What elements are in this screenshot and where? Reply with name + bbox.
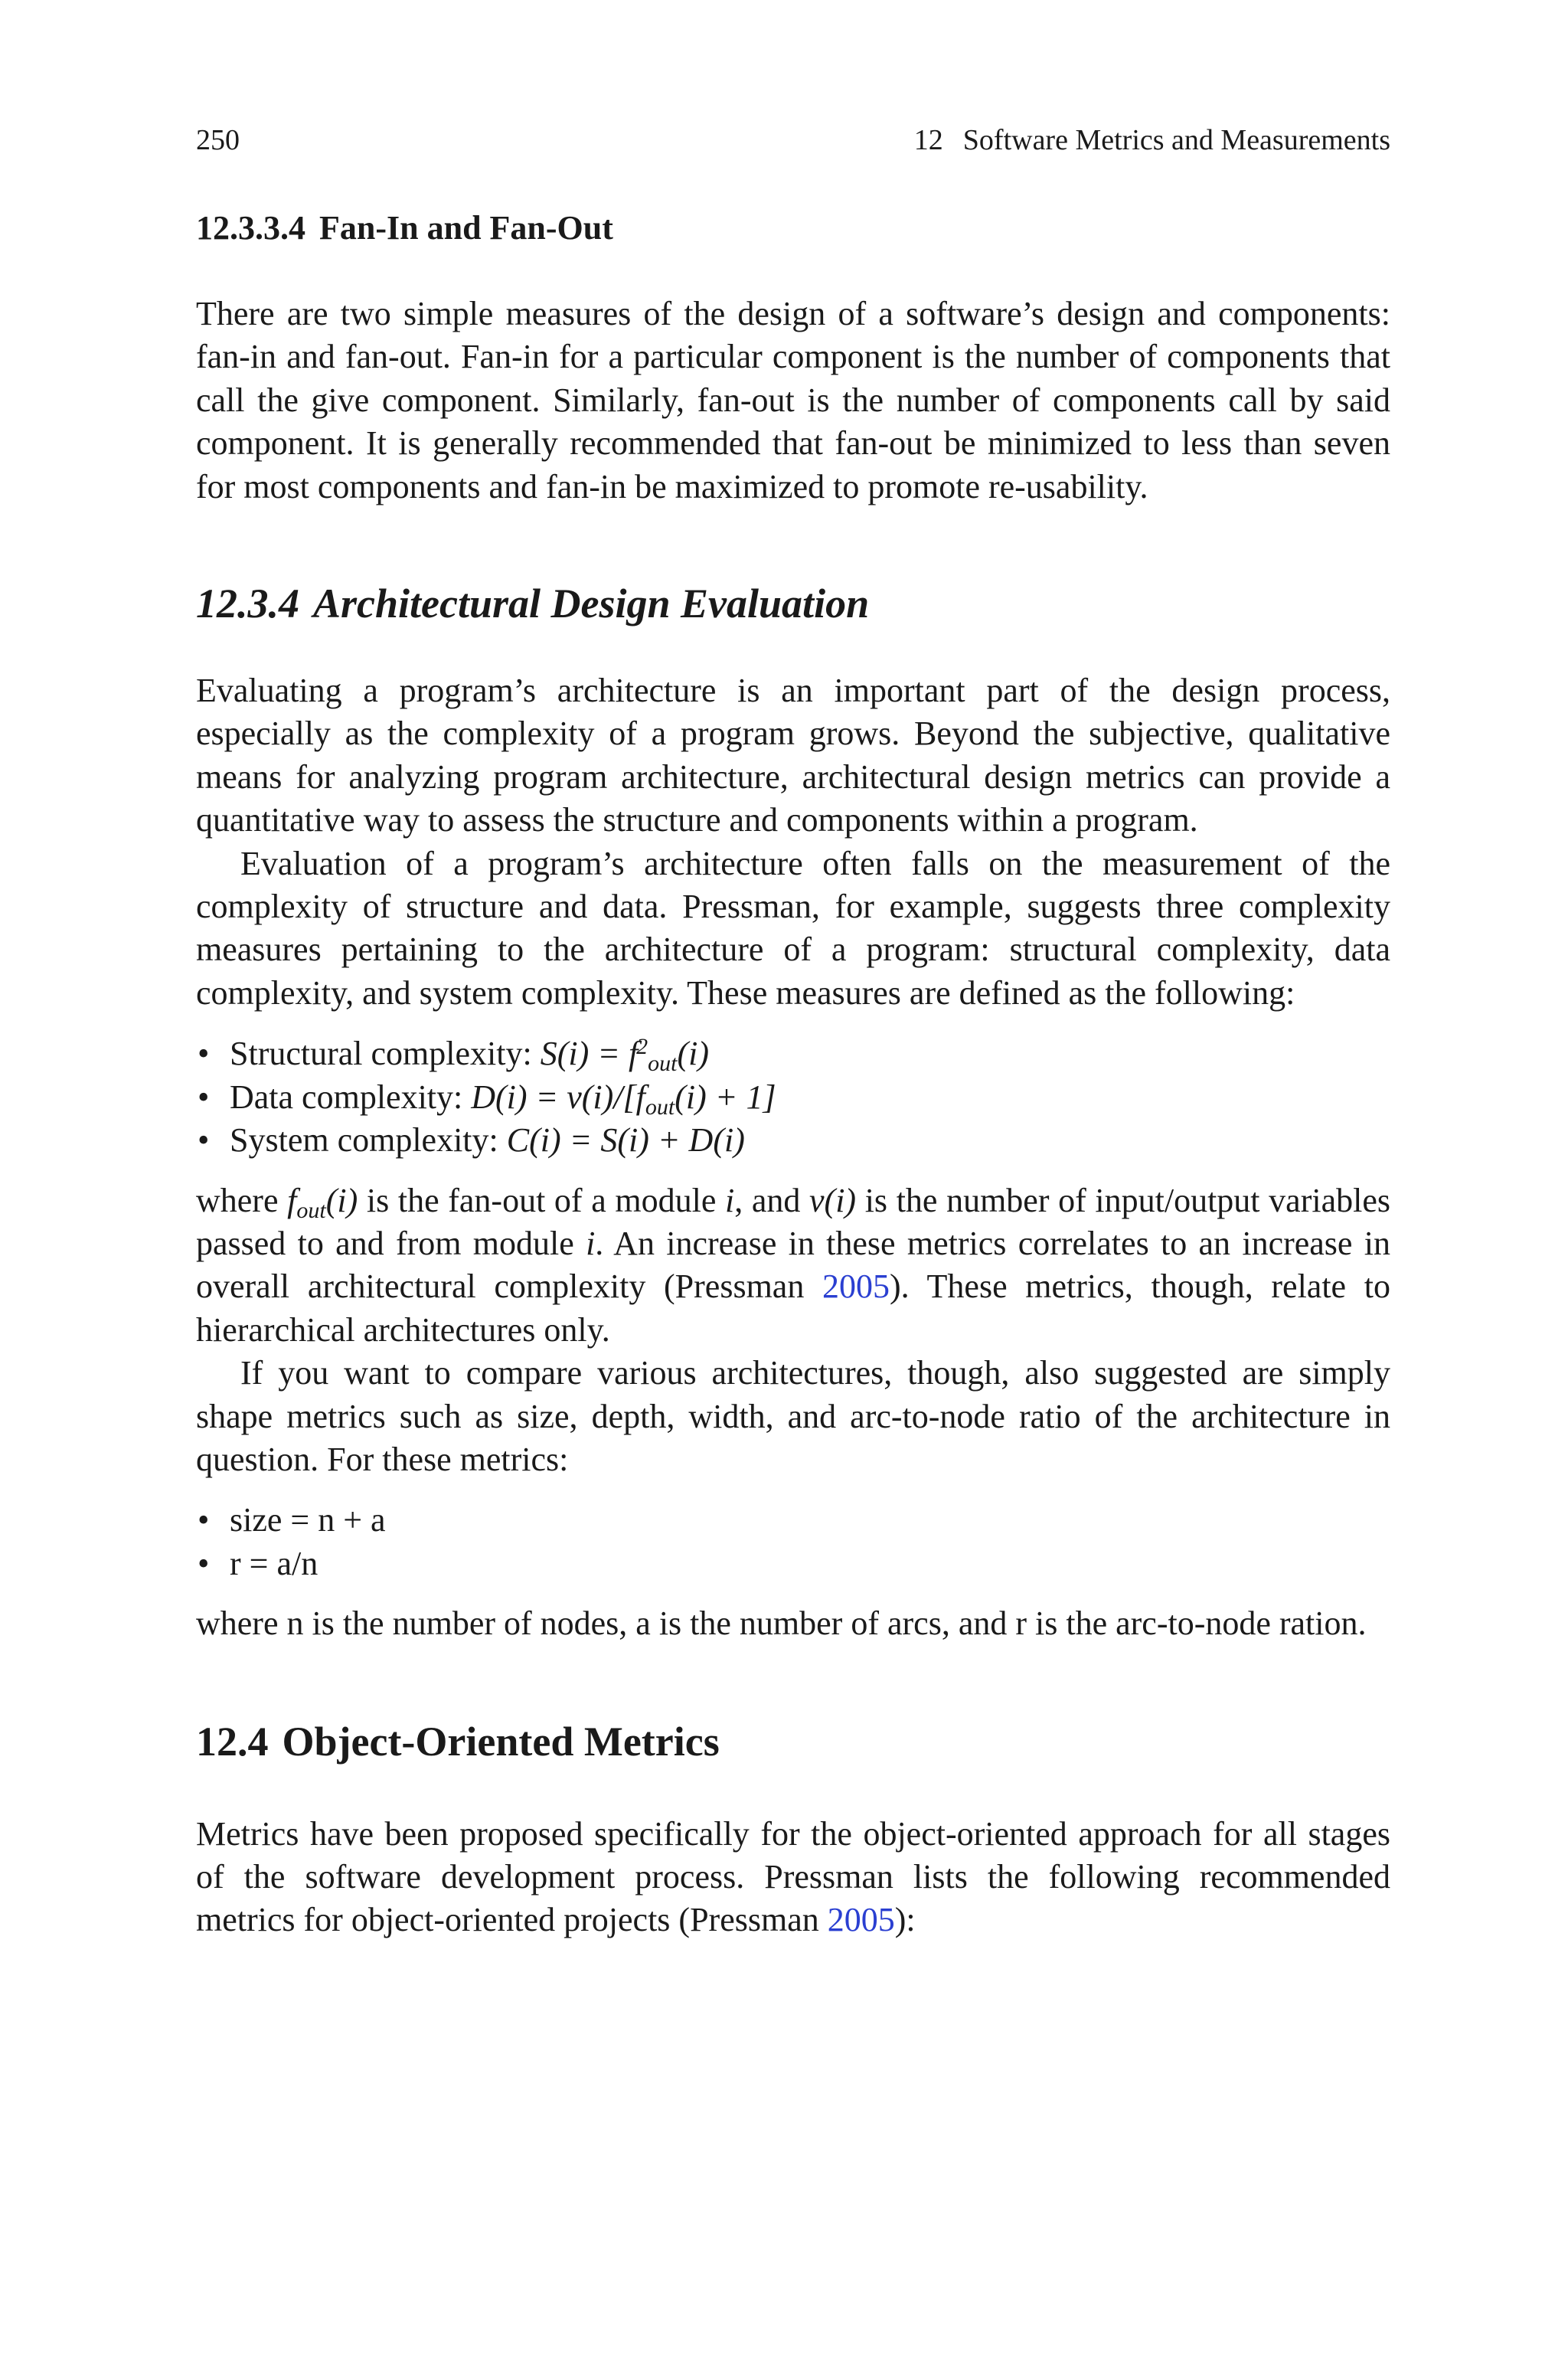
chapter-header [914,123,1390,158]
structural-formula: $S(i) = f^2_{out}(i)$ [540,1034,710,1077]
subsubsection-heading [196,207,1390,250]
citation-link[interactable]: 2005 [822,1268,890,1306]
page-body [196,207,1390,1942]
chapter-title: Software Metrics and Measurements [962,124,1390,156]
chapter-number: 12 [913,124,943,156]
page-number: 250 [196,124,240,156]
arch-paragraph-3: where $f_{out}(i)$ is the fan-out of a module i, and v(i) is the number of input/output variables passed to and from module i. An increase in these metrics correlates to an increase in overall architectural complexity (Pressman 2005). These metrics, though, relate to hierarchical architectures only. [196,1181,1390,1349]
arch-paragraph-4: If you want to compare various architectures, though, also suggested are simply shape metrics such as size, depth, width, and arc-to-node ratio of the architecture in question. For these metrics: [196,1354,1390,1478]
section-heading [196,1716,1390,1767]
arch-paragraph-1: Evaluating a program’s architecture is an important part of the design process, especially as the complexity of a program grows. Beyond the subjective, qualitative means for analyzing program architecture, architectural design metrics can provide a quantitative way to assess the structure and components within a program. [196,672,1390,839]
subsection-number: 12.3.4 [196,581,299,627]
subsection-title: Architectural Design Evaluation [313,581,870,627]
section-number: 12.4 [196,1718,269,1765]
data-formula: $D(i) = v(i)/[f_{out}(i) + 1]$ [471,1078,776,1120]
oo-paragraph: Metrics have been proposed specifically for the object-oriented approach for all stages of the software development process. Pressman lists the following recommended metrics for object-oriented projects (Pressman 2005): [196,1814,1390,1939]
subsection-heading [196,578,1390,629]
arch-paragraph-5: where n is the number of nodes, a is the number of arcs, and r is the arc-to-node ration. [196,1604,1367,1643]
fan-paragraph: There are two simple measures of the design of a software’s design and components: fan-in and fan-out. Fan-in for a particular component is the number of components that call the give component. Similarly, fan-out is the number of components call by said component. It is generally recommended that fan-out be minimized to less than seven for most components and fan-in be maximized to promote re-usability. [196,295,1390,505]
list-item: • size = n + a [196,1499,1390,1542]
shape-metrics-list [196,1499,1390,1585]
subsubsection-number: 12.3.3.4 [196,209,305,247]
list-item: • r = a/n [196,1542,1390,1585]
complexity-list [196,1032,1390,1162]
list-item: • System complexity: C(i) = S(i) + D(i) [196,1119,1390,1162]
system-formula: C(i) = S(i) + D(i) [506,1121,745,1160]
arch-paragraph-2: Evaluation of a program’s architecture often falls on the measurement of the complexity of structure and data. Pressman, for example, suggests three complexity measures pertaining to the architecture of a program: structural complexity, data complexity, and system complexity. These measures are defined as the following: [196,844,1390,1012]
list-item: • Structural complexity: $S(i) = f^2_{out}(i)$ [196,1032,1390,1075]
citation-link[interactable]: 2005 [827,1901,895,1939]
section-title: Object-Oriented Metrics [282,1718,720,1765]
list-item: • Data complexity: $D(i) = v(i)/[f_{out}(i) + 1]$ [196,1076,1390,1119]
subsubsection-title: Fan-In and Fan-Out [319,209,613,247]
